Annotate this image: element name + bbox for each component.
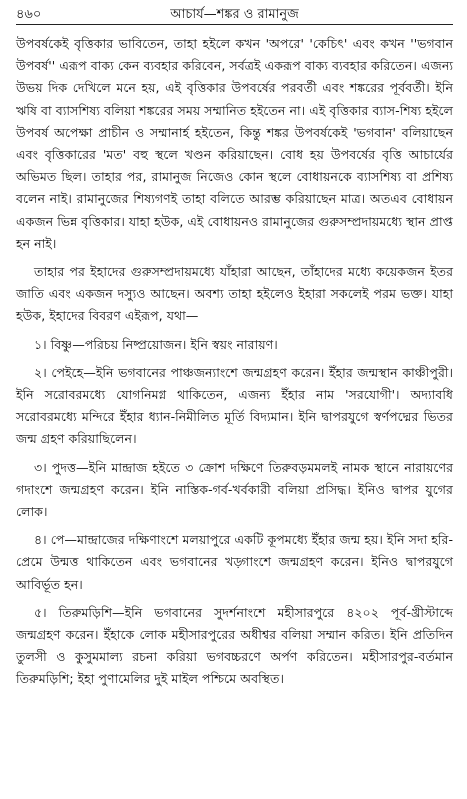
list-item: ৩। পুদত্ত—ইনি মান্দ্রাজ হইতে ৩ ক্রোশ দক্ষিণে তিরুবড়মমলই নামক স্থানে নারায়ণের গদাংশে জন্মগ্রহণ করেন। ইনি নাস্তিক-গর্ব-খর্বকারী বলিয়া প্রসিদ্ধ। ইনিও দ্বাপর যুগের লোক। (16, 459, 453, 520)
list-item: ৪। পে—মান্দ্রাজের দক্ষিণাংশে মলয়াপুরে একটি কূপমধ্যে ইঁহার জন্ম হয়। ইনি সদা হরি-প্রেমে উন্মত্ত থাকিতেন এবং ভগবানের খড়্গাংশে জন্মগ্রহণ করেন। ইনিও দ্বাপরযুগে আবির্ভূত হন। (16, 532, 453, 592)
list-item: ৫। তিরুমড়িশি—ইনি ভগবানের সুদর্শনাংশে মহীসারপুরে ৪২০২ পূর্ব-খ্রীস্টাব্দে জন্মগ্রহণ করেন। ইঁহাকে লোক মহীসারপুরের অধীশ্বর বলিয়া সম্মান করিত। ইনি প্রতিদিন তুলসী ও কুসুমমাল্য রচনা করিয়া ভগবচ্চরণে অর্পণ করিতেন। মহীসারপুর-বর্তমান তিরুমড়িশি; ইহা পুণামেলির দুই মাইল পশ্চিমে অবস্থিত। (16, 604, 453, 687)
running-title: আচার্য—শঙ্কর ও রামানুজ (170, 7, 299, 22)
list-item: ২। পেইহে—ইনি ভগবানের পাঞ্চজন্যাংশে জন্মগ্রহণ করেন। ইঁহার জন্মস্থান কাঞ্চীপুরী। ইনি সরোবরমধ্যে যোগনিমগ্ন থাকিতেন, এজন্য ইঁহার নাম 'সরযোগী'। অদ্যাবধি সরোবরমধ্যে মন্দিরে ইঁহার ধ্যান-নিমীলিত মূর্তি বিদ্যমান। ইনি দ্বাপরযুগে স্বর্ণপদ্মের ভিতর জন্ম গ্রহণ করিয়াছিলেন। (16, 364, 453, 447)
body-paragraph: উপবর্ষকেই বৃত্তিকার ভাবিতেন, তাহা হইলে কখন 'অপরে' 'কেচিৎ' এবং কখন ''ভগবান উপবর্ষ'' এরূপ বাক্য কেন ব্যবহার করিবেন, সর্বত্রই একরূপ বাক্য ব্যবহার করিতেন। এজন্য উভয় দিক দেখিলে মনে হয়, এই বৃত্তিকার উপবর্ষের পরবর্তী এবং শঙ্করের পূর্ববর্তী। ইনি ঋষি বা ব্যাসশিষ্য বলিয়া শঙ্করের সময় সম্মানিত হইতেন না। এই বৃত্তিকার ব্যাস-শিষ্য হইলে উপবর্ষ অপেক্ষা প্রাচীন ও সম্মানার্হ হইতেন, কিন্তু শঙ্কর উপবর্ষকেই 'ভগবান' বলিয়াছেন এবং বৃত্তিকারের 'মত' বহু স্থলে খণ্ডন করিয়াছেন। বোধ হয় উপবর্ষের বৃত্তি আচার্যের অভিমত ছিল। তাহার পর, রামানুজ নিজেও কোন স্থলে বোধায়নকে ব্যাসশিষ্য বা প্রশিষ্য বলেন নাই। রামানুজের শিষ্যগণই তাহা বলিতে আরম্ভ করিয়াছেন মাত্র। অতএব বোধায়ন একজন ভিন্ন বৃত্তিকার। যাহা হউক, এই বোধায়নও রামানুজের গুরুসম্প্রদায়মধ্যে স্থান প্রাপ্ত হন নাই। (16, 36, 453, 251)
page-header (16, 4, 453, 25)
list-item: ১। বিষ্ণু—পরিচয় নিষ্প্রয়োজন। ইনি স্বয়ং নারায়ণ। (34, 336, 278, 352)
page-number: ৪৬০ (16, 7, 42, 22)
body-paragraph: তাহার পর ইহাদের গুরুসম্প্রদায়মধ্যে যাঁহারা আছেন, তাঁহাদের মধ্যে কয়েকজন ইতর জাতি এবং একজন দস্যুও আছেন। অবশ্য তাহা হইলেও ইহারা সকলেই পরম ভক্ত। যাহা হউক, ইহাদের বিবরণ এইরূপ, যথা— (16, 264, 453, 324)
